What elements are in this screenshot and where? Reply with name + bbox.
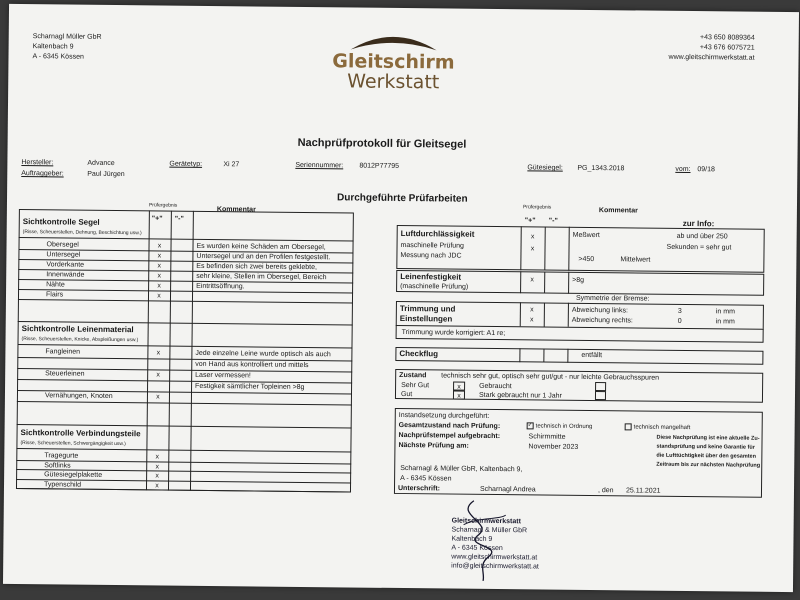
hersteller-value: Advance <box>87 159 115 167</box>
trimmung-note: Trimmung wurde korrigiert: A1 re; <box>401 329 506 338</box>
minus-header: "-" <box>174 215 184 223</box>
segel-row-comment: Eintrittsöffnung. <box>196 282 245 291</box>
luft-title: Luftdurchlässigkeit <box>400 228 475 239</box>
contact-block: +43 650 8089364 +43 676 6075721 www.gleitschirmwerkstatt.at <box>668 34 755 62</box>
zustand-text: technisch sehr gut, optisch sehr gut/gut - nur leichte Gebrauchsspuren <box>441 372 660 382</box>
segel-subtitle: (Risse, Scheuerstellen, Dehnung, Beschichtung usw.) <box>22 229 142 237</box>
segel-row-mark: x <box>157 242 162 250</box>
mittelwert: Mittelwert <box>620 256 651 264</box>
luft-mark-1: x <box>530 233 535 241</box>
company-stamp: Gleitschirmwerkstatt Scharnagl & Müller GbR Kaltenbach 9 A - 6345 Kössen www.gleitschirmwerkstatt.at info@gleitschirmwerkstatt.at <box>451 517 539 571</box>
segel-row-label: Flairs <box>45 291 64 299</box>
in-ordnung-option: ✓ technisch in Ordnung <box>527 422 593 431</box>
segel-row-label: Vorderkante <box>46 261 85 269</box>
gebraucht-checkbox[interactable] <box>595 382 606 391</box>
disclaimer: Diese Nachprüfung ist eine aktuelle Zu- standsprüfung und keine Garantie für die Lufttüchtigkeit über den gesamten Zeitraum bis zur nächsten Nachprüfung <box>656 434 761 469</box>
leinen-subtitle: (Risse, Scheuerstellen, Knicke, Abspleißungen usw.) <box>21 336 139 344</box>
pruefergebnis-header-right: Prüfergebnis <box>522 204 552 211</box>
abweichung-rechts-value: 0 <box>677 317 682 325</box>
abweichung-rechts-unit: in mm <box>715 318 735 326</box>
luft-sub1: maschinelle Prüfung <box>400 241 465 250</box>
verbindung-row-label: Typenschild <box>43 480 82 489</box>
signature <box>443 494 524 585</box>
verbindung-row-mark: x <box>155 462 160 470</box>
gebraucht-label: Gebraucht <box>479 382 512 391</box>
luft-sub2: Messung nach JDC <box>400 251 462 260</box>
segel-row-mark: x <box>157 252 162 260</box>
segel-row-comment: Es befinden sich zwei bereits geklebte, <box>196 262 317 272</box>
segel-row-label: Obersegel <box>46 241 79 249</box>
leinenfestigkeit-sub: (maschinelle Prüfung) <box>400 282 469 291</box>
seriennummer-value: 8012P77795 <box>359 162 400 170</box>
naechste-value: November 2023 <box>528 443 579 451</box>
segel-row-label: Innenwände <box>46 271 85 279</box>
abweichung-links-unit: in mm <box>715 308 735 316</box>
verbindung-row-label: Softlinks <box>44 461 71 470</box>
checkflug-title: Checkflug <box>399 348 439 359</box>
abweichung-links-value: 3 <box>677 307 682 315</box>
auftraggeber-label: Auftraggeber: <box>21 170 64 178</box>
guetesiegel-value: PG_1343.2018 <box>577 164 625 173</box>
segel-row-comment: sehr kleine, Stellen im Obersegel, Bereich <box>196 272 327 282</box>
pruefergebnis-header: Prüfergebnis <box>148 202 178 209</box>
geraetetyp-value: Xi 27 <box>223 161 240 169</box>
leinen-row-mark: x <box>156 371 160 379</box>
leinen-row-mark: x <box>156 393 160 401</box>
checkflug-value: entfällt <box>581 351 603 360</box>
segel-row-label: Nähte <box>46 281 65 289</box>
verbindung-title: Sichtkontrolle Verbindungsteile <box>20 428 141 439</box>
document-title: Nachprüfprotokoll für Gleitsegel <box>297 136 467 151</box>
zustand-label: Zustand <box>399 371 427 380</box>
verbindung-subtitle: (Risse, Scheuerstellen, Schwergängigkeit usw.) <box>20 440 126 448</box>
hersteller-label: Hersteller: <box>21 159 54 167</box>
verbindung-row-label: Gütesiegelplakette <box>44 471 103 479</box>
sekunden: Sekunden = sehr gut <box>666 243 732 252</box>
sehr-gut-checkbox[interactable]: x <box>453 382 465 391</box>
company-address: Scharnagl Müller GbR Kaltenbach 9 A - 6345 Kössen <box>32 33 102 61</box>
stempel-value: Schirmmitte <box>528 433 566 441</box>
leinen-row-comment: Festigkeit sämtlicher Topleinen >8g <box>195 382 305 391</box>
verbindung-row-mark: x <box>155 472 159 480</box>
segel-row-comment: Es wurden keine Schäden am Obersegel, <box>196 242 326 252</box>
trimmung-mark-2: x <box>529 316 534 324</box>
mangelhaft-checkbox[interactable] <box>625 423 632 430</box>
instand-address-1: Scharnagl & Müller GbR, Kaltenbach 9, <box>400 465 523 474</box>
gt450: >450 <box>578 255 595 264</box>
segel-row-mark: x <box>157 282 161 290</box>
stempel-label: Nachprüfstempel aufgebracht: <box>398 431 501 441</box>
verbindung-row-mark: x <box>155 453 160 461</box>
auftraggeber-value: Paul Jürgen <box>87 170 125 179</box>
gut-checkbox[interactable]: x <box>453 391 465 400</box>
paraglider-wing-icon <box>349 29 439 52</box>
segel-title: Sichtkontrolle Segel <box>22 217 100 227</box>
leinen-row-comment: Jede einzelne Leine wurde optisch als auch <box>195 349 331 359</box>
segel-row-mark: x <box>157 272 162 280</box>
segel-row-label: Untersegel <box>46 251 81 259</box>
mangelhaft-option: technisch mangelhaft <box>625 423 691 433</box>
leinen-row-comment: von Hand aus kontrolliert und mittels <box>195 360 309 370</box>
trimmung-title-2: Einstellungen <box>399 313 453 324</box>
geraetetyp-label: Gerätetyp: <box>169 160 203 168</box>
sehr-gut-label: Sehr Gut <box>401 382 430 390</box>
seriennummer-label: Seriennummer: <box>295 161 344 170</box>
gut-label: Gut <box>400 391 413 399</box>
leinenfestigkeit-title: Leinenfestigkeit <box>400 271 462 282</box>
unterschrift-label: Unterschrift: <box>397 484 441 493</box>
stark-checkbox[interactable] <box>595 391 606 400</box>
verbindung-row-mark: x <box>155 481 159 489</box>
kommentar-header: Kommentar <box>216 206 256 214</box>
plus-header: "+" <box>151 215 163 223</box>
trimmung-title-1: Trimmung und <box>399 303 456 314</box>
leinen-row-label: Fangleinen <box>45 348 81 356</box>
leinen-row-label: Steuerleinen <box>45 370 85 378</box>
den-label: , den <box>597 487 614 495</box>
leinenfestigkeit-value: >8g <box>572 276 585 284</box>
vom-value: 09/18 <box>697 166 715 174</box>
vom-label: vom: <box>675 165 691 174</box>
trimmung-mark-1: x <box>530 306 534 314</box>
in-ordnung-checkbox[interactable]: ✓ <box>527 422 533 429</box>
plus-header-right: "+" <box>524 217 536 225</box>
segel-row-mark: x <box>157 262 162 270</box>
unterschrift-value: Scharnagl Andrea <box>479 485 536 494</box>
leinen-row-label: Vernähungen, Knoten <box>44 392 113 400</box>
abweichung-links-label: Abweichung links: <box>571 306 628 315</box>
gesamt-label: Gesamtzustand nach Prüfung: <box>398 421 501 431</box>
segel-row-mark: x <box>157 292 161 300</box>
instand-address-2: A - 6345 Kössen <box>400 475 452 483</box>
logo: Gleitschirm Werkstatt <box>308 29 479 93</box>
datum-value: 25.11.2021 <box>625 487 661 495</box>
leinenfestigkeit-mark: x <box>530 276 534 284</box>
minus-header-right: "-" <box>548 217 558 225</box>
leinen-row-comment: Laser vermessen! <box>195 371 251 380</box>
ab-250: ab und über 250 <box>676 232 728 241</box>
kommentar-header-right: Kommentar <box>598 207 638 215</box>
guetesiegel-label: Gütesiegel: <box>527 164 563 172</box>
leinen-row-mark: x <box>156 349 161 357</box>
instand-title: Instandsetzung durchgeführt: <box>398 411 490 420</box>
luft-mark-2: x <box>530 245 535 253</box>
messwert-label: Meßwert <box>572 231 600 240</box>
section-title: Durchgeführte Prüfarbeiten <box>336 192 468 205</box>
protocol-sheet <box>3 4 799 592</box>
segel-row-comment: Untersegel und an den Profilen festgestellt. <box>196 252 331 262</box>
symmetrie-label: Symmetrie der Bremse: <box>575 294 650 303</box>
leinen-title: Sichtkontrolle Leinenmaterial <box>21 324 134 335</box>
checkflug-box <box>395 347 763 365</box>
verbindung-row-label: Tragegurte <box>44 452 79 460</box>
naechste-label: Nächste Prüfung am: <box>398 441 469 450</box>
abweichung-rechts-label: Abweichung rechts: <box>571 316 633 325</box>
stark-label: Stark gebraucht nur 1 Jahr <box>478 391 562 400</box>
zur-info: zur Info: <box>682 218 715 229</box>
